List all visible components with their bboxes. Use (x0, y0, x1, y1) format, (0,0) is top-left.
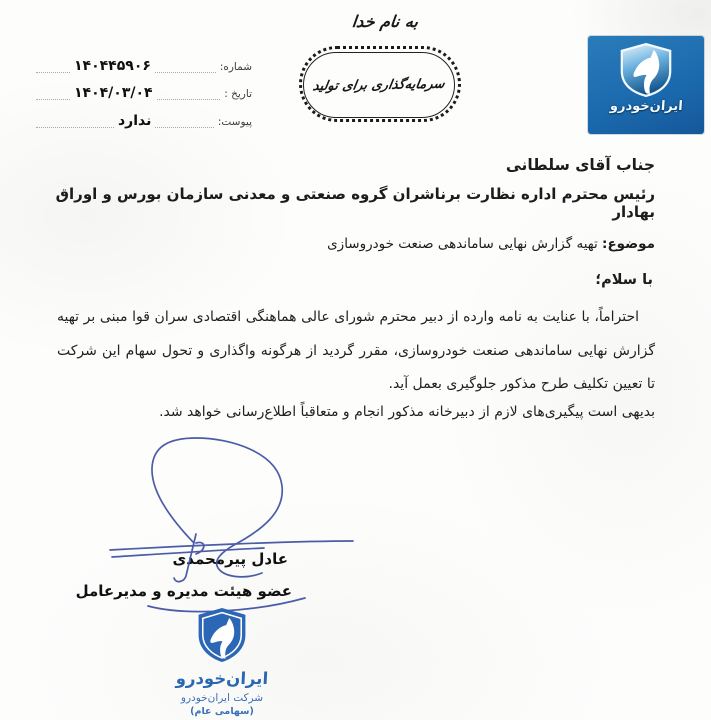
dotted-leader (36, 113, 114, 128)
subject-text: تهیه گزارش نهایی ساماندهی صنعت خودروسازی (327, 236, 603, 252)
number-label: شماره: (219, 60, 252, 73)
meta-row-attachment (36, 113, 252, 128)
recipient-block (40, 156, 655, 252)
subject-line (40, 236, 655, 252)
signer-name: عادل پیرمحمدی (172, 550, 288, 568)
attachment-label: پیوست: (217, 115, 252, 128)
company-stamp (154, 606, 290, 717)
stamp-company-name: شرکت ایران‌خودرو (180, 692, 264, 705)
stamp-wordmark: ایران‌خودرو (175, 669, 269, 688)
stamp-horse-shield-icon (196, 606, 248, 664)
signer-title: عضو هیئت مدیره و مدیرعامل (75, 582, 292, 600)
dotted-leader (36, 58, 70, 73)
recipient-name: جناب آقای سلطانی (505, 156, 655, 174)
year-slogan-text: سرمایه‌گذاری برای تولید (311, 76, 447, 94)
irankhodro-logo (588, 36, 704, 134)
dotted-leader (155, 58, 216, 73)
irankhodro-logo-wordmark: ایران‌خودرو (609, 99, 683, 114)
salutation: با سلام؛ (595, 272, 653, 288)
date-value: ۱۴۰۴/۰۳/۰۴ (74, 85, 153, 102)
meta-row-date (36, 86, 252, 101)
body-paragraph: احتراماً، با عنایت به نامه وارده از دبیر محترم شورای عالی هماهنگی اقتصادی سران قوا مبنی بر تهیه گزارش نهایی ساماندهی صنعت خودروسازی، مقرر گردید از هرگونه واگذاری و تحول سهام این شرکت تا تعیین تکلیف طرح مذکور جلوگیری بعمل آید. (57, 309, 655, 392)
dotted-leader (155, 113, 213, 128)
number-value: ۱۴۰۴۴۵۹۰۶ (74, 57, 151, 74)
subject-label: موضوع: (602, 236, 655, 252)
year-slogan-seal-inner (303, 52, 455, 118)
stamp-company-type: (سهامی عام) (190, 706, 254, 718)
horse-shield-icon (617, 43, 675, 97)
recipient-title: رئیس محترم اداره نظارت برناشران گروه صنعتی و معدنی سازمان بورس و اوراق بهادار (55, 185, 655, 221)
dotted-leader (157, 86, 221, 101)
dotted-leader (36, 86, 70, 101)
letterhead-meta (36, 58, 252, 141)
closing-line: بدیهی است پیگیری‌های لازم از دبیرخانه مذکور انجام و متعاقباً اطلاع‌رسانی خواهد شد. (159, 404, 655, 420)
attachment-value: ندارد (118, 112, 152, 129)
date-label: تاریخ : (224, 88, 252, 101)
bismillah-calligraphy: به نام خدا (350, 12, 420, 31)
meta-row-number (36, 58, 252, 73)
year-slogan-seal (299, 46, 461, 122)
